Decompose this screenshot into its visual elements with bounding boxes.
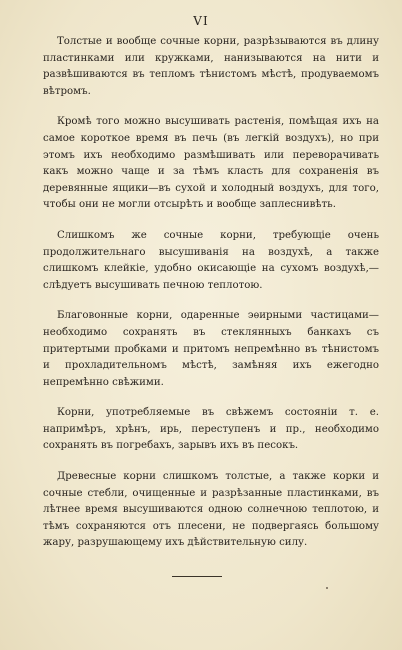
paragraph-6: Древесные корни слишкомъ толстые, а также корки и сочные стебли, очищенные и разрѣзанные пластинками, въ лѣтнее время высушиваются одною солнечною теплотою, и тѣмъ сохраняются отъ плесени, не подвергаясь большому жару, разрушающему ихъ дѣйствительную силу. bbox=[43, 471, 379, 549]
body-text bbox=[43, 34, 379, 566]
paragraph-4: Благовонные корни, одаренные эѳирными частицами— необходимо сохранять въ стеклянныхъ банкахъ съ притертыми пробками и притомъ непремѣнно въ тѣнистомъ и прохладительномъ мѣстѣ, замѣняя ихъ ежегодно непремѣнно свѣжими. bbox=[43, 310, 379, 388]
paragraph-2: Кромѣ того можно высушивать растенія, помѣщая ихъ на самое короткое время въ печь (въ легкій воздухъ), но при этомъ ихъ необходимо размѣшивать или переворачивать какъ можно чаще и за тѣмъ класть для сохраненія въ деревянные ящики—въ сухой и холодный воздухъ, для того, чтобы они не могли отсырѣть и вообще заплеснивѣть. bbox=[43, 116, 379, 211]
paragraph-3: Слишкомъ же сочные корни, требующіе очень продолжительнаго высушиванія на воздухѣ, а также слишкомъ клейкіе, удобно окисающіе на сухомъ воздухѣ,—слѣдуетъ высушивать печною теплотою. bbox=[43, 229, 379, 291]
paragraph-5: Корни, употребляемые въ свѣжемъ состояніи т. е. напримѣръ, хрѣнъ, ирь, переступенъ и пр., необходимо сохранять въ погребахъ, зарывъ ихъ въ песокъ. bbox=[43, 407, 379, 452]
ink-speck bbox=[326, 587, 328, 589]
section-divider-rule bbox=[172, 576, 222, 577]
page-number: VI bbox=[193, 14, 209, 28]
paragraph-1: Толстые и вообще сочные корни, разрѣзываются въ длину пластинками или кружками, нанизываются на нити и развѣшиваются въ тепломъ тѣнистомъ мѣстѣ, продуваемомъ вѣтромъ. bbox=[43, 36, 379, 97]
